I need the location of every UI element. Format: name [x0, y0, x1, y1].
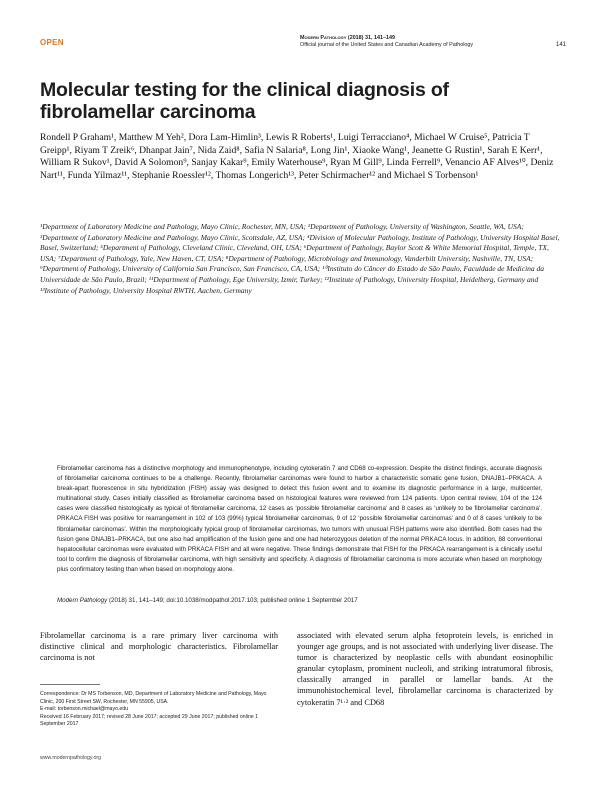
- author-list: Rondell P Graham¹, Matthew M Yeh², Dora Lam-Himlin³, Lewis R Roberts¹, Luigi Terracciano⁴, Michael W Cruise⁵, Patricia T Greipp¹, Riyam T Zreik⁶, Dhanpat Jain⁷, Nida Zaid⁸, Safia N Salaria⁸, Long Jin¹, Xiaoke Wang¹, Jeanette G Rustin¹, Sarah E Kerr¹, William R Sukov¹, David A Solomon⁹, Sanjay Kakar⁹, Emily Waterhouse⁹, Ryan M Gill⁹, Linda Ferrell⁹, Venancio AF Alves¹⁰, Deniz Nart¹¹, Funda Yilmaz¹¹, Stephanie Roessler¹², Thomas Longerich¹³, Peter Schirmacher¹² and Michael S Torbenson¹: [40, 132, 554, 181]
- page-number: 141: [556, 42, 567, 48]
- article-title: Molecular testing for the clinical diagnosis of fibrolamellar carcinoma: [40, 79, 449, 123]
- body-column-left: Fibrolamellar carcinoma is a rare primary liver carcinoma with distinctive clinical and morphologic characteristics. Fibrolamellar carcinoma is not: [40, 631, 278, 663]
- correspondence-address: Correspondence: Dr MS Torbenson, MD, Department of Laboratory Medicine and Pathology, Mayo Clinic, 200 First Street SW, Rochester, MN 55905, USA.: [40, 691, 267, 705]
- journal-line: Modern Pathology (2018) 31, 141–149: [300, 35, 395, 41]
- received-dates: Received 16 February 2017; revised 28 June 2017; accepted 29 June 2017; published online 1 September 2017: [40, 713, 259, 728]
- citation-journal: Modern Pathology: [57, 597, 108, 604]
- citation-details: (2018) 31, 141–149; doi:10.1038/modpathol.2017.103; published online 1 September 2017: [107, 597, 358, 604]
- journal-subline: Official journal of the United States and Canadian Academy of Pathology: [300, 42, 474, 48]
- body-column-right: associated with elevated serum alpha fetoprotein levels, is enriched in younger age groups, and is not associated with underlying liver disease. The tumor is characterized by neoplastic cells with abundant eosinophilic granular cytoplasm, prominent nucleoli, and striking intratumoral fibrosis, classically arranged in parallel or lamellar bands. At the immunohistochemical level, fibrolamellar carcinoma is characterized by cytokeratin 7¹·² and CD68: [297, 631, 553, 707]
- journal-header: [300, 35, 540, 49]
- abstract: Fibrolamellar carcinoma has a distinctive morphology and immunophenotype, including cytokeratin 7 and CD68 co-expression. Despite the distinct findings, accurate diagnosis of fibrolamellar carcinoma continues to be a challenge. Recently, fibrolamellar carcinomas were found to harbor a characteristic somatic gene fusion, DNAJB1–PRKACA. A break-apart fluorescence in situ hybridization (FISH) assay was designed to detect this fusion event and to examine its diagnostic performance in a large, multicenter, multinational study. Cases initially classified as fibrolamellar carcinoma based on histological features were reviewed from 124 patients. Upon central review, 104 of the 124 cases were classified histologically as typical of fibrolamellar carcinoma, 12 cases as ‘possible fibrolamellar carcinoma’ and 8 cases as ‘unlikely to be fibrolamellar carcinoma’. PRKACA FISH was positive for rearrangement in 102 of 103 (99%) typical fibrolamellar carcinomas, 9 of 12 ‘possible fibrolamellar carcinomas’ and 0 of 8 cases ‘unlikely to be fibrolamellar carcinomas’. Within the morphologically typical group of fibrolamellar carcinomas, two tumors with unusual FISH patterns were also identified. Both cases had the fusion gene DNAJB1–PRKACA, but one also had amplification of the fusion gene and one had heterozygous deletion of the normal PRKACA locus. In addition, 88 conventional hepatocellular carcinomas were evaluated with PRKACA FISH and all were negative. These findings demonstrate that FISH for the PRKACA rearrangement is a clinically useful tool to confirm the diagnosis of fibrolamellar carcinoma, with high sensitivity and specificity. A diagnosis of fibrolamellar carcinoma is more accurate when based on morphology plus confirmatory testing than when based on morphology alone.: [57, 465, 542, 573]
- correspondence-footnote: [40, 691, 278, 729]
- open-access-label: OPEN: [40, 38, 64, 47]
- footnote-divider: [40, 684, 100, 685]
- journal-url-link[interactable]: www.modernpathology.org: [40, 755, 102, 761]
- affiliations: ¹Department of Laboratory Medicine and Pathology, Mayo Clinic, Rochester, MN, USA; ²Department of Pathology, University of Washington, Seattle, WA, USA; ³Department of Laboratory Medicine and Pathology, Mayo Clinic, Scottsdale, AZ, USA; ⁴Division of Molecular Pathology, Institute of Pathology, University Hospital Basel, Basel, Switzerland; ⁵Department of Pathology, Cleveland Clinic, Cleveland, OH, USA; ⁶Department of Pathology, Baylor Scott & White Memorial Hospital, Temple, TX, USA; ⁷Department of Pathology, Yale, New Haven, CT, USA; ⁸Department of Pathology, Microbiology and Immunology, Vanderbilt University, Nashville, TN, USA; ⁹Department of Pathology, University of California San Francisco, San Francisco, CA, USA; ¹⁰Instituto do Câncer do Estado de São Paulo, Faculdade de Medicina da Universidade de São Paulo, Brazil; ¹¹Department of Pathology, Ege University, Izmir, Turkey; ¹²Institute of Pathology, University Hospital, Heidelberg, Germany and ¹³Institute of Pathology, University Hospital RWTH, Aachen, Germany: [40, 222, 560, 295]
- citation-line: [57, 597, 542, 605]
- correspondence-email[interactable]: E-mail: torbenson.michael@mayo.edu: [40, 706, 129, 713]
